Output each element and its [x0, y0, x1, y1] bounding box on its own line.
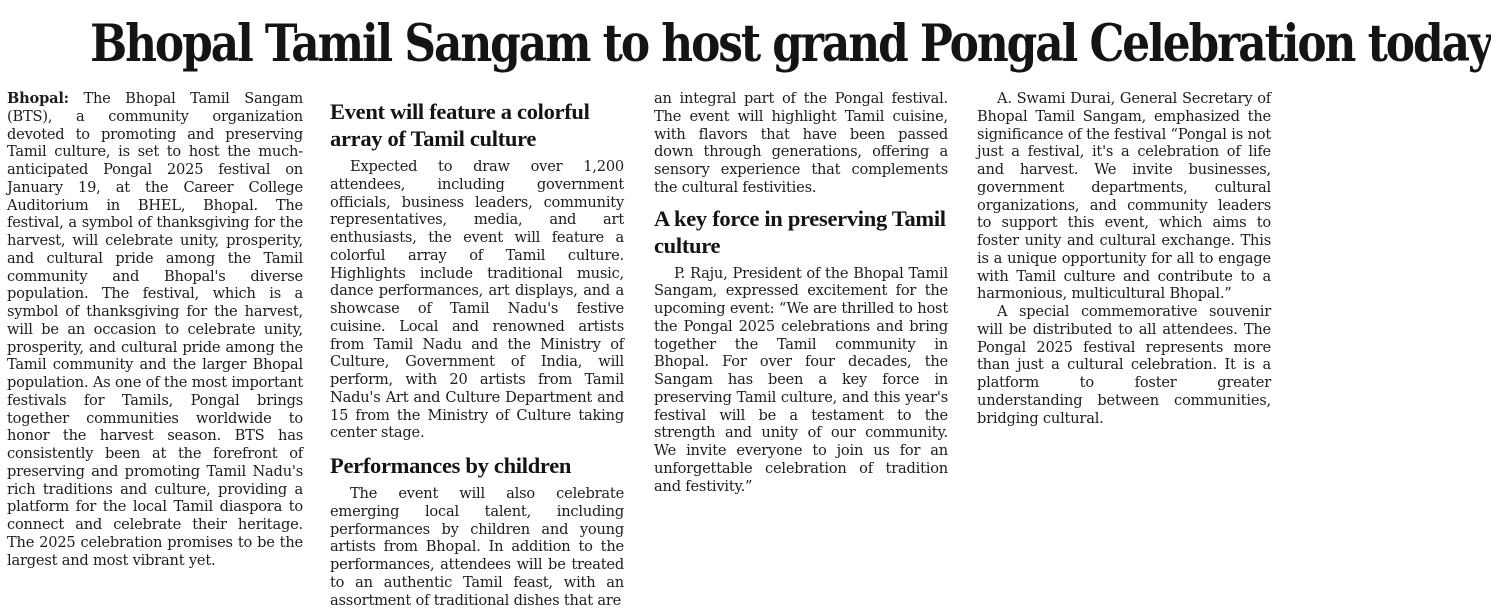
paragraph-3-text: The event will also celebrate emerging local talent, including performances by children and young artists from Bhopal. In addition to the performances, attendees will be treated to an authentic Tamil feast, with an assortment of traditional dishes that are [330, 485, 624, 609]
article-paragraph-3 [330, 485, 624, 609]
article-paragraph-6: A special commemorative souvenir will be distributed to all attendees. The Pongal 2025 festival represents more than just a cultural celebration. It is a platform to foster greater understanding between communities, bridging cultural. [977, 303, 1271, 427]
paragraph-4-text: P. Raju, President of the Bhopal Tamil Sangam, expressed excitement for the upcoming event: “We are thrilled to host the Pongal 2025 celebrations and bring together the Tamil community in Bhopal. For over four decades, the Sangam has been a key force in preserving Tamil culture, and this year's festival will be a testament to the strength and unity of our community. We invite everyone to join us for an unforgettable celebration of tradition and festivity.” [654, 264, 948, 495]
article-paragraph-3-continued [654, 90, 948, 197]
paragraph-1-text: The Bhopal Tamil Sangam (BTS), a community organization devoted to promoting and preserving Tamil culture, is set to host the much-anticipated Pongal 2025 festival on January 19, at the Career College Auditorium in BHEL, Bhopal. The festival, a symbol of thanksgiving for the harvest, will celebrate unity, prosperity, and cultural pride among the Tamil community and Bhopal's diverse population. The festival, which is a symbol of thanksgiving for the harvest, will be an occasion to celebrate unity, prosperity, and cultural pride among the Tamil community and the larger Bhopal population. As one of the most important festivals for Tamils, Pongal brings together communities worldwide to honor the harvest season. BTS has consistently been at the forefront of preserving and promoting Tamil Nadu's rich traditions and culture, providing a platform for the local Tamil diaspora to connect and celebrate their heritage. The 2025 celebration promises to be the largest and most vibrant yet. [7, 90, 303, 569]
paragraph-3-continued-text: an integral part of the Pongal festival. The event will highlight Tamil cuisine, with flavors that have been passed down through generations, offering a sensory experience that complements the cultural festivities. [654, 90, 948, 196]
subheading-performances-by-children: Performances by children [330, 453, 572, 478]
subheading-key-force: A key force in preserving Tamil culture [654, 205, 946, 258]
article-paragraph-5: A. Swami Durai, General Secretary of Bhopal Tamil Sangam, emphasized the significance of the festival “Pongal is not just a festival, it's a celebration of life and harvest. We invite businesses, government departments, cultural organizations, and community leaders to support this event, which aims to foster unity and cultural exchange. This is a unique opportunity for all to engage with Tamil culture and contribute to a harmonious, multicultural Bhopal.” [977, 90, 1271, 303]
dateline: Bhopal: [7, 90, 69, 107]
article-column-1 [7, 90, 303, 614]
article-column-2 [330, 90, 624, 614]
article-paragraph-2: Expected to draw over 1,200 attendees, including government officials, business leaders, community representatives, media, and art enthusiasts, the event will feature a colorful array of Tamil culture. Highlights include traditional music, dance performances, art displays, and a showcase of Tamil Nadu's festive cuisine. Local and renowned artists from Tamil Nadu and the Ministry of Culture, Government of India, will perform, with 20 artists from Tamil Nadu's Art and Culture Department and 15 from the Ministry of Culture taking center stage. [330, 158, 624, 442]
article-paragraph-1 [7, 90, 303, 569]
article-column-4 [977, 90, 1271, 614]
article-column-3 [654, 90, 948, 614]
article-headline: Bhopal Tamil Sangam to host grand Pongal Celebration today [90, 14, 1491, 74]
subheading-colorful-array: Event will feature a colorful array of Tamil culture [330, 99, 590, 151]
article-paragraph-4 [654, 265, 948, 496]
